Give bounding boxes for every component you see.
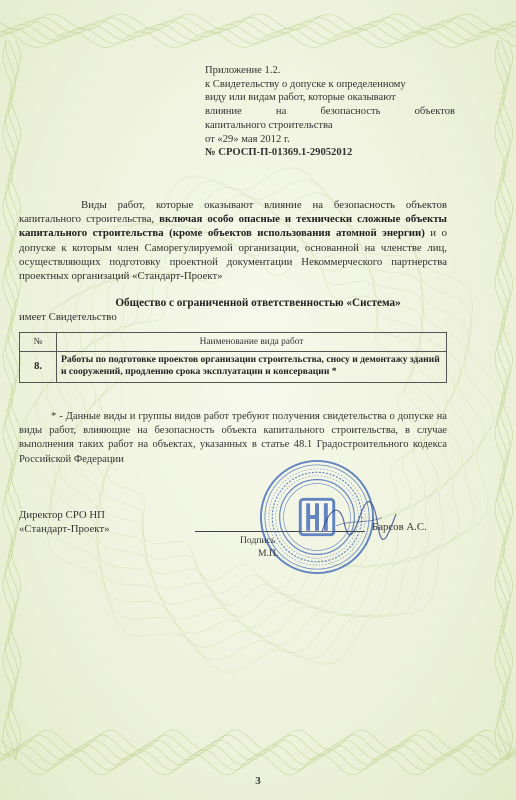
certificate-number: № СРОСП-П-01369.1-29052012: [205, 147, 353, 159]
appendix-line: виду или видам работ, которые оказывают: [205, 92, 396, 104]
appendix-line: влияние на безопасность объектов: [205, 106, 455, 118]
column-header-name: Наименование вида работ: [57, 333, 447, 352]
paragraph-bold-text: включая особо опасные и технически сложные объекты капитального строительства (кроме объектов использования атомной энергии): [19, 213, 447, 240]
appendix-line: капитального строительства: [205, 119, 333, 131]
organization-name: Общество с ограниченной ответственностью «Система»: [115, 297, 401, 309]
work-types-table: [19, 332, 447, 383]
footnote-text: * - Данные виды и группы видов работ требуют получения свидетельства о допуске на виды работ, влияющие на безопасность объекта капитального строительства, в случае выполнения таких работ на объектах, указанных в статье 48.1 Градостроительного кодекса Российской Федерации: [19, 411, 447, 465]
has-certificate-label: имеет Свидетельство: [19, 311, 117, 323]
director-title: [19, 509, 109, 536]
appendix-header: [205, 64, 455, 160]
page-number: 3: [255, 775, 261, 787]
appendix-title: Приложение 1.2.: [205, 65, 281, 76]
table-header-row: [20, 333, 447, 352]
paragraph-text: и о допуске к которым член Саморегулируемой организации, основанной на членстве лиц, осуществляющих подготовку проектной документации Некоммерческого партнерства проектных организаций «Стандарт-Проект»: [19, 227, 447, 283]
column-header-number: №: [20, 333, 57, 352]
appendix-date: от «29» мая 2012 г.: [205, 133, 290, 145]
table-row: [20, 352, 447, 383]
signatory-name: Барсов А.С.: [372, 521, 427, 533]
stamp-place-label: М.П.: [258, 548, 279, 559]
appendix-line: к Свидетельству о допуске к определенному: [205, 78, 406, 90]
director-line: Директор СРО НП: [19, 509, 105, 521]
row-work-name: Работы по подготовке проектов организации строительства, сносу и демонтажу зданий и сооружений, продлению срока эксплуатации и консервации *: [57, 352, 447, 383]
signature-label: Подпись: [240, 535, 276, 546]
paragraph-text: Виды работ, которые оказывают влияние на безопасность объектов капитального строительства,: [19, 199, 447, 226]
row-number: 8.: [20, 352, 57, 383]
director-line: «Стандарт-Проект»: [19, 522, 110, 535]
work-types-paragraph: [19, 198, 447, 283]
footnote: [19, 410, 447, 467]
